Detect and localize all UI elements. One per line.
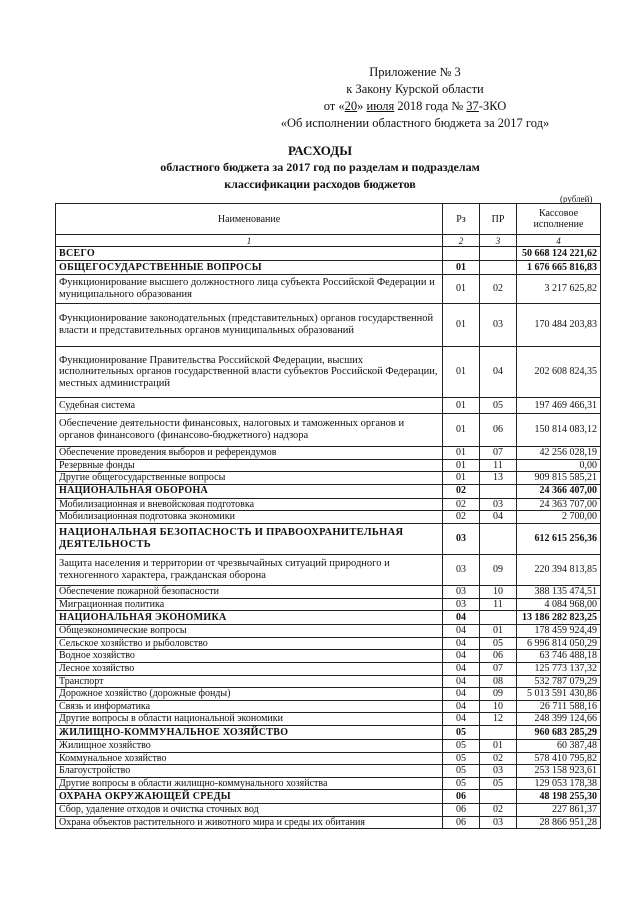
row-rz-cell: 01 bbox=[443, 398, 480, 414]
row-name-cell: Другие вопросы в области жилищно-коммунального хозяйства bbox=[56, 777, 443, 790]
row-sum-cell: 960 683 285,29 bbox=[517, 725, 601, 739]
column-header-name: Наименование bbox=[56, 204, 443, 235]
row-rz-cell: 04 bbox=[443, 688, 480, 701]
row-rz-cell bbox=[443, 247, 480, 261]
row-sum-cell: 220 394 813,85 bbox=[517, 554, 601, 585]
row-name-cell: ОБЩЕГОСУДАРСТВЕННЫЕ ВОПРОСЫ bbox=[56, 261, 443, 275]
table-column-numbers-row bbox=[56, 235, 601, 247]
row-sum-cell: 26 711 588,16 bbox=[517, 700, 601, 713]
row-rz-cell: 06 bbox=[443, 804, 480, 817]
row-sum-cell: 202 608 824,35 bbox=[517, 347, 601, 398]
row-rz-cell: 04 bbox=[443, 625, 480, 638]
table-row bbox=[56, 611, 601, 625]
appendix-law-reference: к Закону Курской области bbox=[346, 82, 484, 96]
row-pr-cell bbox=[480, 247, 517, 261]
row-pr-cell: 02 bbox=[480, 804, 517, 817]
row-sum-cell: 3 217 625,82 bbox=[517, 275, 601, 304]
title-sub-2: классификации расходов бюджетов bbox=[224, 177, 416, 191]
title-sub-1: областного бюджета за 2017 год по разделам и подразделам bbox=[160, 160, 480, 174]
table-row bbox=[56, 598, 601, 611]
row-rz-cell: 02 bbox=[443, 484, 480, 498]
row-rz-cell: 04 bbox=[443, 611, 480, 625]
row-name-cell: Другие общегосударственные вопросы bbox=[56, 472, 443, 485]
row-rz-cell: 04 bbox=[443, 662, 480, 675]
row-rz-cell: 05 bbox=[443, 765, 480, 778]
row-rz-cell: 02 bbox=[443, 511, 480, 524]
row-pr-cell: 07 bbox=[480, 447, 517, 460]
row-sum-cell: 60 387,48 bbox=[517, 739, 601, 752]
row-rz-cell: 06 bbox=[443, 790, 480, 804]
table-row bbox=[56, 675, 601, 688]
row-rz-cell: 04 bbox=[443, 713, 480, 726]
units-label: (рублей) bbox=[560, 194, 593, 204]
row-sum-cell: 170 484 203,83 bbox=[517, 304, 601, 347]
row-name-cell: Благоустройство bbox=[56, 765, 443, 778]
row-pr-cell: 04 bbox=[480, 347, 517, 398]
row-sum-cell: 24 366 407,00 bbox=[517, 484, 601, 498]
row-pr-cell: 03 bbox=[480, 816, 517, 829]
row-name-cell: Функционирование высшего должностного лица субъекта Российской Федерации и муниципального образования bbox=[56, 275, 443, 304]
row-pr-cell: 01 bbox=[480, 625, 517, 638]
row-pr-cell: 06 bbox=[480, 414, 517, 447]
date-prefix: от « bbox=[323, 99, 345, 113]
row-name-cell: Связь и информатика bbox=[56, 700, 443, 713]
row-sum-cell: 13 186 282 823,25 bbox=[517, 611, 601, 625]
row-rz-cell: 03 bbox=[443, 523, 480, 554]
appendix-law-title: «Об исполнении областного бюджета за 2017 год» bbox=[280, 116, 550, 130]
row-name-cell: Обеспечение деятельности финансовых, налоговых и таможенных органов и органов финансового (финансово-бюджетного) надзора bbox=[56, 414, 443, 447]
table-row bbox=[56, 752, 601, 765]
table-row bbox=[56, 398, 601, 414]
row-name-cell: Сельское хозяйство и рыболовство bbox=[56, 637, 443, 650]
row-name-cell: ОХРАНА ОКРУЖАЮЩЕЙ СРЕДЫ bbox=[56, 790, 443, 804]
row-pr-cell: 05 bbox=[480, 637, 517, 650]
row-name-cell: Дорожное хозяйство (дорожные фонды) bbox=[56, 688, 443, 701]
row-pr-cell bbox=[480, 484, 517, 498]
row-rz-cell: 05 bbox=[443, 777, 480, 790]
row-sum-cell: 24 363 707,00 bbox=[517, 498, 601, 511]
row-sum-cell: 4 084 968,00 bbox=[517, 598, 601, 611]
row-rz-cell: 05 bbox=[443, 752, 480, 765]
table-row bbox=[56, 650, 601, 663]
row-pr-cell: 01 bbox=[480, 739, 517, 752]
row-sum-cell: 28 866 951,28 bbox=[517, 816, 601, 829]
expenses-table bbox=[55, 203, 601, 829]
table-row bbox=[56, 447, 601, 460]
table-row bbox=[56, 777, 601, 790]
law-number: 37 bbox=[466, 99, 479, 113]
row-rz-cell: 03 bbox=[443, 585, 480, 598]
column-header-pr: ПР bbox=[480, 204, 517, 235]
table-row bbox=[56, 261, 601, 275]
table-row bbox=[56, 247, 601, 261]
row-name-cell: Судебная система bbox=[56, 398, 443, 414]
row-name-cell: Охрана объектов растительного и животного мира и среды их обитания bbox=[56, 816, 443, 829]
row-sum-cell: 63 746 488,18 bbox=[517, 650, 601, 663]
table-row bbox=[56, 700, 601, 713]
row-pr-cell: 07 bbox=[480, 662, 517, 675]
row-pr-cell: 05 bbox=[480, 777, 517, 790]
table-row bbox=[56, 523, 601, 554]
row-name-cell: НАЦИОНАЛЬНАЯ ЭКОНОМИКА bbox=[56, 611, 443, 625]
column-number-1: 1 bbox=[56, 235, 443, 247]
row-name-cell: Лесное хозяйство bbox=[56, 662, 443, 675]
row-name-cell: Функционирование Правительства Российской Федерации, высших исполнительных органов государственной власти субъектов Российской Федерации, местных администраций bbox=[56, 347, 443, 398]
row-rz-cell: 05 bbox=[443, 739, 480, 752]
row-rz-cell: 01 bbox=[443, 304, 480, 347]
row-name-cell: Обеспечение пожарной безопасности bbox=[56, 585, 443, 598]
row-rz-cell: 04 bbox=[443, 700, 480, 713]
row-rz-cell: 05 bbox=[443, 725, 480, 739]
row-pr-cell: 03 bbox=[480, 765, 517, 778]
row-sum-cell: 532 787 079,29 bbox=[517, 675, 601, 688]
table-row bbox=[56, 304, 601, 347]
row-name-cell: Обеспечение проведения выборов и референдумов bbox=[56, 447, 443, 460]
row-sum-cell: 2 700,00 bbox=[517, 511, 601, 524]
table-row bbox=[56, 347, 601, 398]
row-pr-cell: 12 bbox=[480, 713, 517, 726]
row-rz-cell: 03 bbox=[443, 554, 480, 585]
row-name-cell: ВСЕГО bbox=[56, 247, 443, 261]
table-row bbox=[56, 804, 601, 817]
row-name-cell: НАЦИОНАЛЬНАЯ БЕЗОПАСНОСТЬ И ПРАВООХРАНИТЕЛЬНАЯ ДЕЯТЕЛЬНОСТЬ bbox=[56, 523, 443, 554]
row-pr-cell bbox=[480, 725, 517, 739]
table-row bbox=[56, 511, 601, 524]
row-pr-cell bbox=[480, 523, 517, 554]
table-row bbox=[56, 688, 601, 701]
date-day: 20 bbox=[344, 99, 358, 113]
row-sum-cell: 6 996 814 050,29 bbox=[517, 637, 601, 650]
table-row bbox=[56, 275, 601, 304]
appendix-header bbox=[250, 64, 580, 132]
row-sum-cell: 42 256 028,19 bbox=[517, 447, 601, 460]
row-pr-cell: 10 bbox=[480, 700, 517, 713]
row-pr-cell: 10 bbox=[480, 585, 517, 598]
row-rz-cell: 01 bbox=[443, 347, 480, 398]
row-name-cell: Функционирование законодательных (представительных) органов государственной власти и представительных органов муниципальных образований bbox=[56, 304, 443, 347]
row-pr-cell: 09 bbox=[480, 688, 517, 701]
table-row bbox=[56, 662, 601, 675]
column-number-3: 3 bbox=[480, 235, 517, 247]
date-close-quote: » bbox=[357, 99, 364, 113]
date-year: 2018 года № bbox=[397, 99, 464, 113]
row-pr-cell: 11 bbox=[480, 598, 517, 611]
row-rz-cell: 04 bbox=[443, 675, 480, 688]
title-main: РАСХОДЫ bbox=[288, 143, 352, 158]
table-row bbox=[56, 484, 601, 498]
row-pr-cell bbox=[480, 261, 517, 275]
row-name-cell: Водное хозяйство bbox=[56, 650, 443, 663]
row-pr-cell: 04 bbox=[480, 511, 517, 524]
table-row bbox=[56, 625, 601, 638]
row-sum-cell: 125 773 137,32 bbox=[517, 662, 601, 675]
row-rz-cell: 06 bbox=[443, 816, 480, 829]
row-name-cell: Мобилизационная и вневойсковая подготовка bbox=[56, 498, 443, 511]
row-sum-cell: 178 459 924,49 bbox=[517, 625, 601, 638]
row-rz-cell: 01 bbox=[443, 414, 480, 447]
row-pr-cell: 02 bbox=[480, 275, 517, 304]
row-rz-cell: 01 bbox=[443, 261, 480, 275]
row-rz-cell: 01 bbox=[443, 459, 480, 472]
law-suffix: -ЗКО bbox=[478, 99, 507, 113]
row-pr-cell bbox=[480, 611, 517, 625]
appendix-number: Приложение № 3 bbox=[369, 65, 461, 79]
row-sum-cell: 388 135 474,51 bbox=[517, 585, 601, 598]
table-body bbox=[56, 247, 601, 829]
row-name-cell: Коммунальное хозяйство bbox=[56, 752, 443, 765]
row-pr-cell: 02 bbox=[480, 752, 517, 765]
table-header-row bbox=[56, 204, 601, 235]
appendix-date-line bbox=[250, 98, 580, 115]
row-rz-cell: 01 bbox=[443, 472, 480, 485]
row-name-cell: Другие вопросы в области национальной экономики bbox=[56, 713, 443, 726]
row-name-cell: Защита населения и территории от чрезвычайных ситуаций природного и техногенного характера, гражданская оборона bbox=[56, 554, 443, 585]
document-title bbox=[120, 142, 520, 193]
row-rz-cell: 02 bbox=[443, 498, 480, 511]
row-sum-cell: 1 676 665 816,83 bbox=[517, 261, 601, 275]
row-pr-cell: 11 bbox=[480, 459, 517, 472]
table-row bbox=[56, 765, 601, 778]
row-name-cell: НАЦИОНАЛЬНАЯ ОБОРОНА bbox=[56, 484, 443, 498]
row-sum-cell: 129 053 178,38 bbox=[517, 777, 601, 790]
row-rz-cell: 01 bbox=[443, 275, 480, 304]
row-name-cell: Общеэкономические вопросы bbox=[56, 625, 443, 638]
table-row bbox=[56, 713, 601, 726]
row-rz-cell: 03 bbox=[443, 598, 480, 611]
row-sum-cell: 612 615 256,36 bbox=[517, 523, 601, 554]
column-header-sum: Кассовое исполнение bbox=[517, 204, 601, 235]
row-sum-cell: 909 815 585,21 bbox=[517, 472, 601, 485]
row-sum-cell: 150 814 083,12 bbox=[517, 414, 601, 447]
table-row bbox=[56, 816, 601, 829]
row-pr-cell bbox=[480, 790, 517, 804]
row-rz-cell: 01 bbox=[443, 447, 480, 460]
table-row bbox=[56, 637, 601, 650]
row-pr-cell: 08 bbox=[480, 675, 517, 688]
table-row bbox=[56, 472, 601, 485]
row-pr-cell: 13 bbox=[480, 472, 517, 485]
row-name-cell: Жилищное хозяйство bbox=[56, 739, 443, 752]
table-row bbox=[56, 554, 601, 585]
row-pr-cell: 06 bbox=[480, 650, 517, 663]
row-sum-cell: 5 013 591 430,86 bbox=[517, 688, 601, 701]
row-name-cell: Сбор, удаление отходов и очистка сточных вод bbox=[56, 804, 443, 817]
table-row bbox=[56, 498, 601, 511]
table-row bbox=[56, 790, 601, 804]
row-sum-cell: 253 158 923,61 bbox=[517, 765, 601, 778]
row-sum-cell: 48 198 255,30 bbox=[517, 790, 601, 804]
row-pr-cell: 05 bbox=[480, 398, 517, 414]
row-name-cell: Миграционная политика bbox=[56, 598, 443, 611]
row-name-cell: Транспорт bbox=[56, 675, 443, 688]
row-sum-cell: 197 469 466,31 bbox=[517, 398, 601, 414]
table-row bbox=[56, 459, 601, 472]
table-row bbox=[56, 739, 601, 752]
row-name-cell: Мобилизационная подготовка экономики bbox=[56, 511, 443, 524]
row-pr-cell: 03 bbox=[480, 498, 517, 511]
date-month: июля bbox=[366, 99, 395, 113]
row-pr-cell: 09 bbox=[480, 554, 517, 585]
table-row bbox=[56, 414, 601, 447]
column-header-rz: Рз bbox=[443, 204, 480, 235]
row-sum-cell: 50 668 124 221,62 bbox=[517, 247, 601, 261]
row-pr-cell: 03 bbox=[480, 304, 517, 347]
table-row bbox=[56, 725, 601, 739]
row-sum-cell: 0,00 bbox=[517, 459, 601, 472]
row-name-cell: Резервные фонды bbox=[56, 459, 443, 472]
column-number-4: 4 bbox=[517, 235, 601, 247]
row-name-cell: ЖИЛИЩНО-КОММУНАЛЬНОЕ ХОЗЯЙСТВО bbox=[56, 725, 443, 739]
row-rz-cell: 04 bbox=[443, 637, 480, 650]
row-sum-cell: 227 861,37 bbox=[517, 804, 601, 817]
row-rz-cell: 04 bbox=[443, 650, 480, 663]
row-sum-cell: 578 410 795,82 bbox=[517, 752, 601, 765]
column-number-2: 2 bbox=[443, 235, 480, 247]
table-row bbox=[56, 585, 601, 598]
row-sum-cell: 248 399 124,66 bbox=[517, 713, 601, 726]
